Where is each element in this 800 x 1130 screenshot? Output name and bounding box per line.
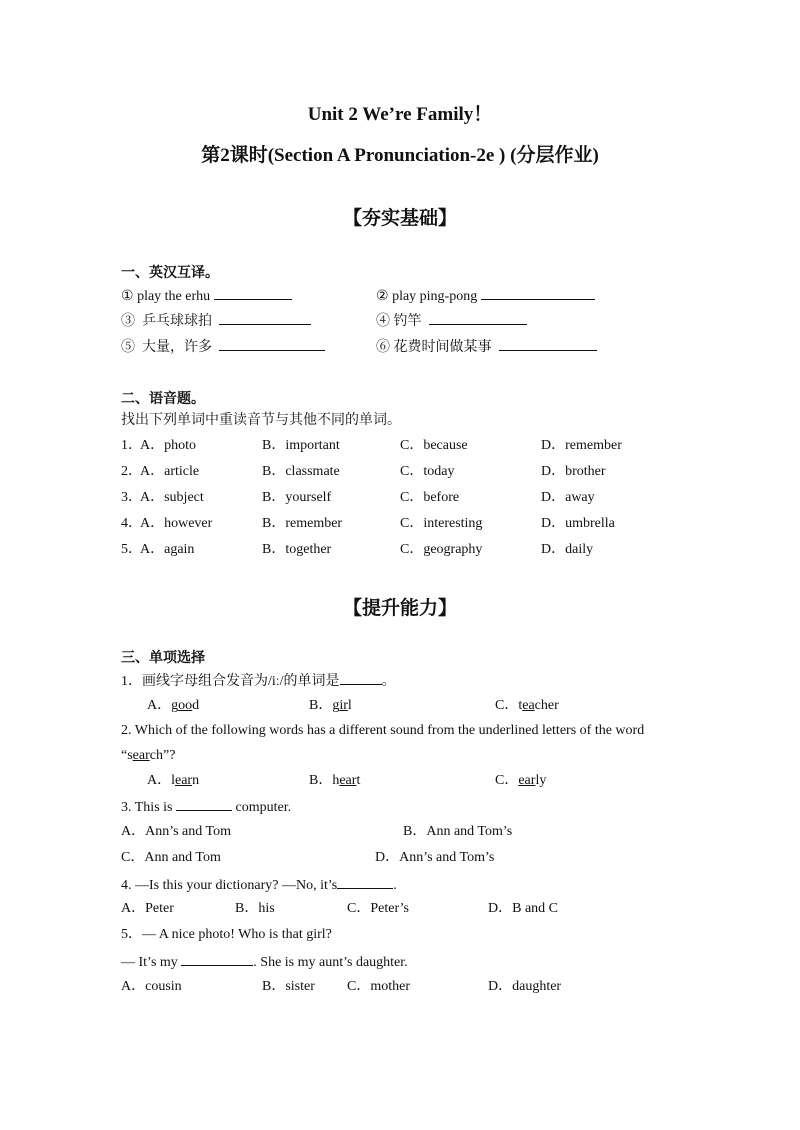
- answer-blank: [219, 311, 311, 325]
- section-heading-basic: 【夯实基础】: [342, 208, 457, 229]
- option-c: C．geography: [400, 542, 483, 557]
- part2-instruction: 找出下列单词中重读音节与其他不同的单词。: [121, 413, 401, 428]
- q5-option-d: D．daughter: [488, 979, 562, 994]
- answer-blank: [340, 671, 382, 685]
- q2-option-c: C．early: [495, 773, 547, 788]
- part3-heading: 三、单项选择: [121, 651, 205, 666]
- part2-heading: 二、语音题。: [121, 392, 205, 407]
- part1-item-6: ⑥ 花费时间做某事: [376, 337, 597, 357]
- q2-option-b: B．heart: [309, 773, 361, 788]
- answer-blank: [337, 875, 393, 889]
- part1-item-1: ① play the erhu: [121, 286, 292, 306]
- question-4: 4. —Is this your dictionary? —No, it’s .: [121, 875, 397, 895]
- q4-option-b: B．his: [235, 901, 275, 916]
- question-2-line2: “search”?: [121, 748, 176, 763]
- option-a: A．again: [140, 542, 195, 557]
- option-c: C．because: [400, 438, 468, 453]
- option-d: D．brother: [541, 464, 606, 479]
- q4-option-a: A．Peter: [121, 901, 174, 916]
- q1-option-a: A．good: [147, 698, 200, 713]
- option-a: A．photo: [140, 438, 196, 453]
- option-c: C．interesting: [400, 516, 483, 531]
- answer-blank: [181, 952, 253, 966]
- option-b: B．important: [262, 438, 340, 453]
- q1-option-c: C．teacher: [495, 698, 559, 713]
- question-1: 1．画线字母组合发音为/iː/的单词是 。: [121, 671, 396, 691]
- worksheet-page: Unit 2 We’re Family！ 第2课时(Section A Pronunciation-2e ) (分层作业) 【夯实基础】 一、英汉互译。 ① play the erhu ② play ping-pong ③ 乒乓球球拍 ④ 钓竿 ⑤ 大量，许多 ⑥ 花费时间做某事 二、语音题。 找出下列单词中重读音节与其他不同的单词。 1． A．photo B．important C．because D．remember 2． A．article B．classmate C．today D．brother 3． A．subject B．yourself C．before D．away 4． A．however B．remember C．interesting D．umbrella 5． A．again B．together C．geography D．daily 【提升能力】 三、单项选择 1．画线字母组合发音为/iː/的单词是 。 A．good B．girl C．teacher 2. Which of the following words has a different sound from the underlined letters of the word “search”? A．learn B．heart C．early 3. This is computer. A．Ann’s and Tom B．Ann and Tom’s C．Ann and Tom D．Ann’s and Tom’s 4. —Is this your dictionary? —No, it’s . A．Peter B．his C．Peter’s D．B and C 5．— A nice photo! Who is that girl? — It’s my . She is my aunt’s daughter. A．cousin B．sister C．mother D．daughter: [0, 0, 800, 1130]
- question-3: 3. This is computer.: [121, 797, 291, 817]
- option-d: D．umbrella: [541, 516, 615, 531]
- q2-option-a: A．learn: [147, 773, 200, 788]
- q3-option-a: A．Ann’s and Tom: [121, 824, 231, 839]
- q3-option-d: D．Ann’s and Tom’s: [375, 850, 495, 865]
- answer-blank: [499, 337, 597, 351]
- question-5: 5．— A nice photo! Who is that girl?: [121, 927, 332, 942]
- section-heading-advanced: 【提升能力】: [342, 598, 457, 619]
- answer-blank: [481, 286, 595, 300]
- option-d: D．daily: [541, 542, 594, 557]
- option-b: B．yourself: [262, 490, 332, 505]
- q5-option-c: C．mother: [347, 979, 410, 994]
- answer-blank: [176, 797, 232, 811]
- part1-item-2: ② play ping-pong: [376, 286, 595, 306]
- option-d: D．remember: [541, 438, 622, 453]
- part1-heading: 一、英汉互译。: [121, 266, 219, 281]
- option-b: B．together: [262, 542, 332, 557]
- answer-blank: [214, 286, 292, 300]
- question-5-line2: — It’s my . She is my aunt’s daughter.: [121, 952, 408, 972]
- q5-option-b: B．sister: [262, 979, 315, 994]
- option-a: A．article: [140, 464, 200, 479]
- q5-option-a: A．cousin: [121, 979, 182, 994]
- option-d: D．away: [541, 490, 595, 505]
- option-c: C．before: [400, 490, 460, 505]
- question-2: 2. Which of the following words has a different sound from the underlined letters of the word: [121, 723, 645, 738]
- q4-option-c: C．Peter’s: [347, 901, 409, 916]
- page-title: Unit 2 We’re Family！: [307, 104, 493, 125]
- option-b: B．remember: [262, 516, 343, 531]
- answer-blank: [429, 311, 527, 325]
- q3-option-b: B．Ann and Tom’s: [403, 824, 513, 839]
- q4-option-d: D．B and C: [488, 901, 558, 916]
- option-c: C．today: [400, 464, 455, 479]
- part1-item-3: ③ 乒乓球球拍: [121, 311, 311, 331]
- q1-option-b: B．girl: [309, 698, 352, 713]
- answer-blank: [219, 337, 325, 351]
- q3-option-c: C．Ann and Tom: [121, 850, 221, 865]
- option-a: A．subject: [140, 490, 204, 505]
- part1-item-4: ④ 钓竿: [376, 311, 527, 331]
- part1-item-5: ⑤ 大量，许多: [121, 337, 325, 357]
- option-a: A．however: [140, 516, 213, 531]
- option-b: B．classmate: [262, 464, 340, 479]
- page-subtitle: 第2课时(Section A Pronunciation-2e ) (分层作业): [201, 145, 599, 166]
